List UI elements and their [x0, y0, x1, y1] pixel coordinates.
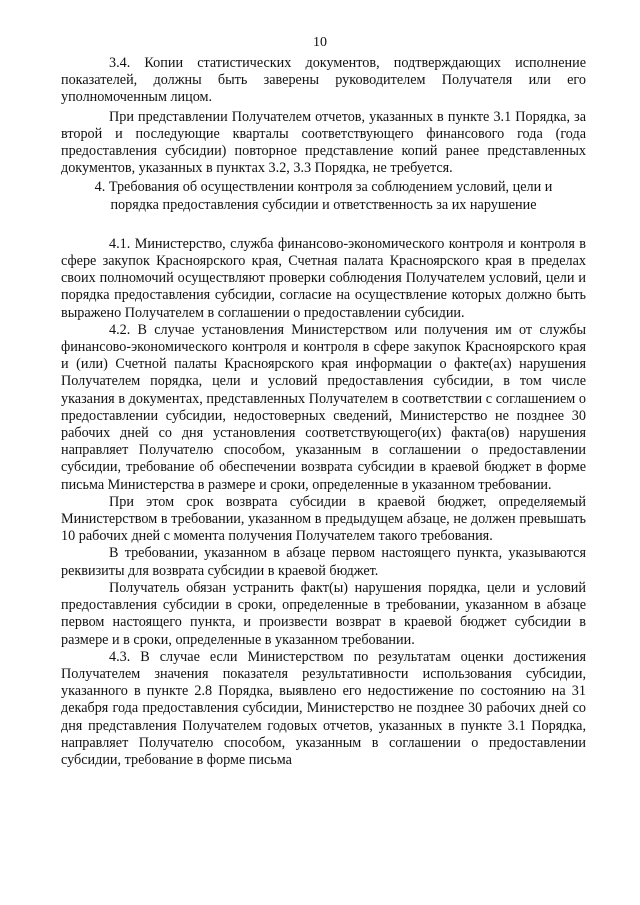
paragraph-4-2: 4.2. В случае установления Министерством или получения им от службы финансово-экономического контроля и контроля в сфере закупок Красноярского края и (или) Счетной палаты Красноярского края информации о факте(ах) нарушения Получателем порядка, цели и условий предоставления субсидии, в том числе указания в документах, представленных Получателем в соответствии с соглашением о предоставлении субсидии, недостоверных сведений, Министерство не позднее 30 рабочих дней со дня установления соответствующего(их) факта(ов) нарушения направляет Получателю способом, указанным в соглашении о предоставлении субсидии, требование об обеспечении возврата субсидии в краевой бюджет в форме письма Министерства в размере и сроки, определенные в указанном требовании.	[61, 321, 586, 493]
paragraph-4-1: 4.1. Министерство, служба финансово-экономического контроля и контроля в сфере закупок Красноярского края, Счетная палата Красноярского края в пределах своих полномочий осуществляют проверки соблюдения Получателем условий, цели и порядка предоставления субсидии, согласие на осуществление которых должно быть выражено Получателем в соглашении о предоставлении субсидии.	[61, 235, 586, 321]
page-number: 10	[313, 35, 327, 50]
paragraph-return-term: При этом срок возврата субсидии в краевой бюджет, определяемый Министерством в требовании, указанном в предыдущем абзаце, не должен превышать 10 рабочих дней с момента получения Получателем такого требования.	[61, 493, 586, 545]
section-heading-4: 4. Требования об осуществлении контроля за соблюдением условий, цели и порядка предоставления субсидии и ответственность за их нарушение	[94, 179, 553, 213]
document-body	[61, 55, 586, 769]
paragraph-obligation: Получатель обязан устранить факт(ы) нарушения порядка, цели и условий предоставления субсидии в сроки, определенные в требовании, указанном в абзаце первом настоящего пункта, и произвести возврат в краевой бюджет субсидии в размере и в сроки, определенные в указанном требовании.	[61, 579, 586, 648]
paragraph-3-4: 3.4. Копии статистических документов, подтверждающих исполнение показателей, должны быть заверены руководителем Получателя или его уполномоченным лицом.	[61, 55, 586, 106]
paragraph-requisites: В требовании, указанном в абзаце первом настоящего пункта, указываются реквизиты для возврата субсидии в краевой бюджет.	[61, 545, 586, 579]
paragraph-reports: При представлении Получателем отчетов, указанных в пункте 3.1 Порядка, за второй и последующие кварталы соответствующего финансового года (года предоставления субсидии) повторное представление копий ранее представленных документов, указанных в пунктах 3.2, 3.3 Порядка, не требуется.	[61, 108, 586, 177]
paragraph-4-3: 4.3. В случае если Министерством по результатам оценки достижения Получателем значения показателя результативности использования субсидии, указанного в пункте 2.8 Порядка, выявлено его недостижение по состоянию на 31 декабря года предоставления субсидии, Министерство не позднее 30 рабочих дней со дня представления Получателем годовых отчетов, указанных в пункте 3.1 Порядка, направляет Получателю способом, указанным в соглашении о предоставлении субсидии, требование в форме письма	[61, 648, 586, 768]
